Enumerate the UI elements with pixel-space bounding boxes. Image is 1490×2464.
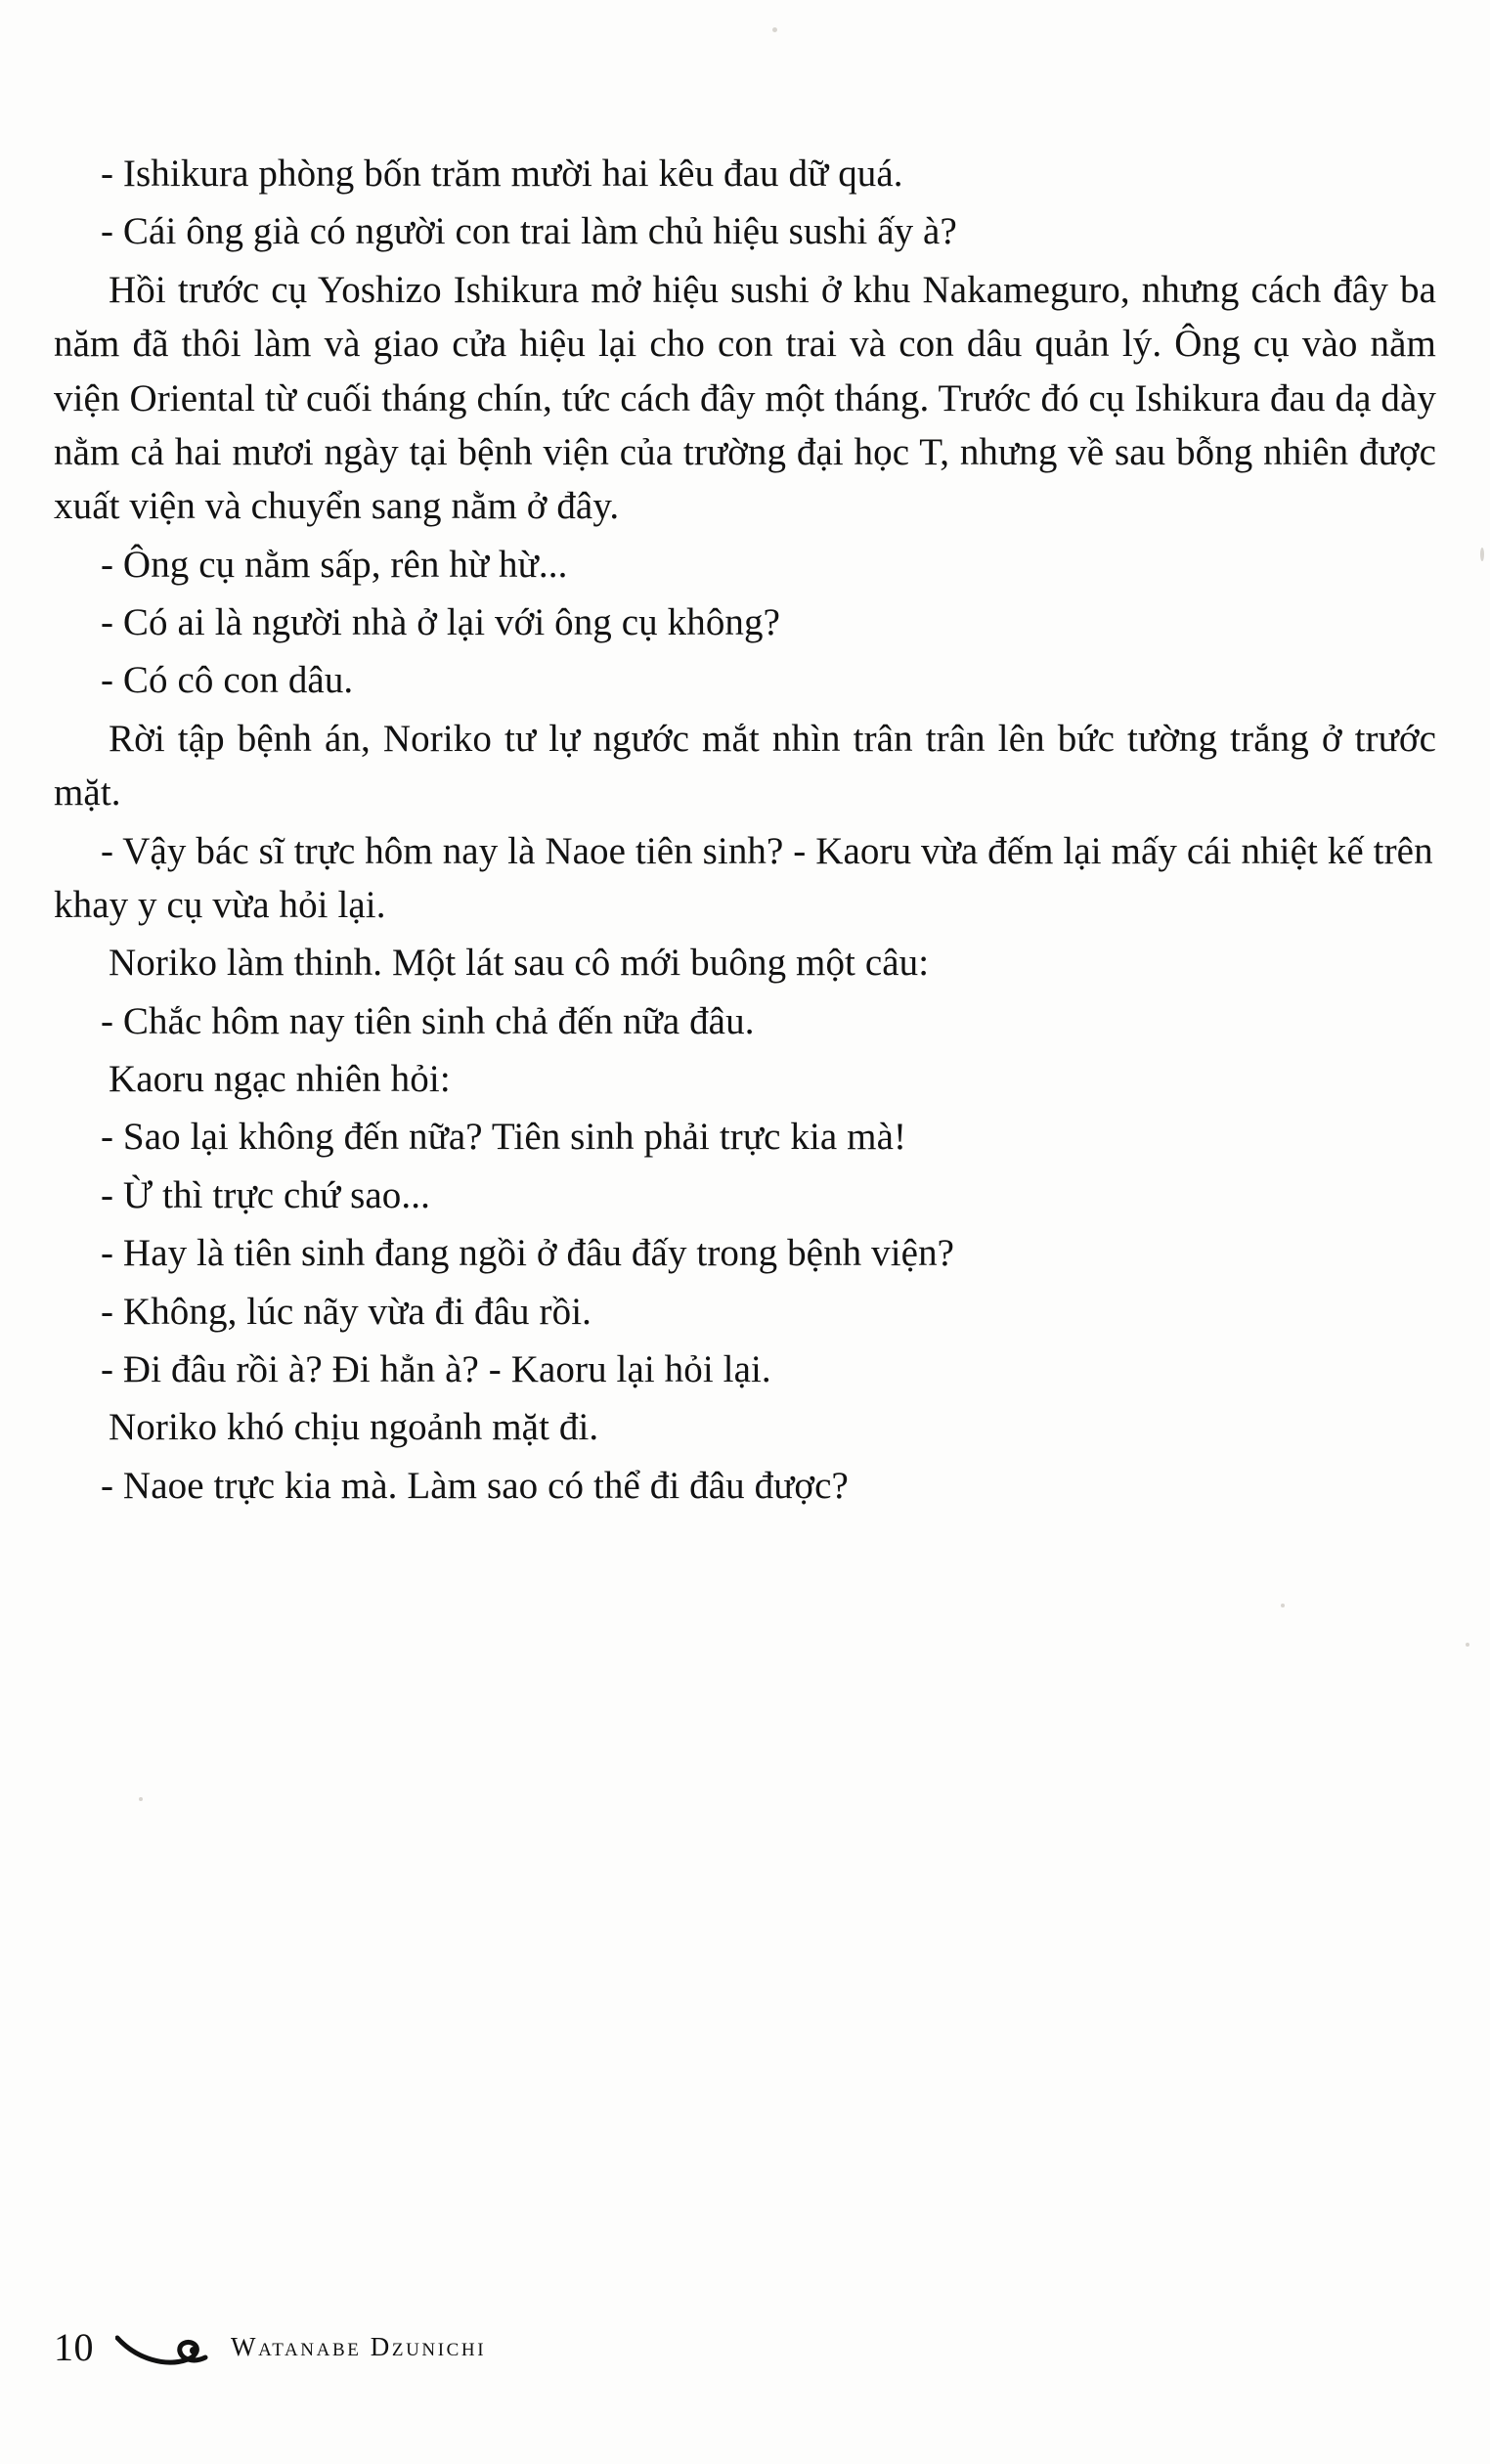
paragraph: - Naoe trực kia mà. Làm sao có thể đi đâu được? (101, 1464, 849, 1507)
swash-ornament-icon (115, 2330, 209, 2369)
running-head-author: Watanabe Dzunichi (231, 2332, 487, 2361)
paragraph: - Có cô con dâu. (101, 659, 354, 702)
scan-speckle (1480, 548, 1484, 561)
paragraph: - Sao lại không đến nữa? Tiên sinh phải trực kia mà! (101, 1116, 907, 1159)
paragraph: - Không, lúc nãy vừa đi đâu rồi. (101, 1290, 592, 1333)
paragraph: Kaoru ngạc nhiên hỏi: (109, 1058, 451, 1100)
paragraph: - Vậy bác sĩ trực hôm nay là Naoe tiên sinh? - Kaoru vừa đếm lại mấy cái nhiệt kế trên khay y cụ vừa hỏi lại. (54, 829, 1433, 926)
page-footer (54, 2324, 1436, 2370)
paragraph: Noriko khó chịu ngoảnh mặt đi. (109, 1406, 599, 1449)
paragraph: - Có ai là người nhà ở lại với ông cụ không? (101, 601, 781, 643)
paragraph: - Ừ thì trực chứ sao... (101, 1173, 430, 1216)
paragraph: - Ông cụ nằm sấp, rên hừ hừ... (101, 543, 568, 586)
scan-speckle (1466, 1643, 1469, 1647)
scan-speckle (1281, 1604, 1285, 1607)
page-number: 10 (54, 2325, 94, 2369)
scan-speckle (139, 1797, 143, 1801)
body-text (54, 147, 1436, 1517)
paragraph: Hồi trước cụ Yoshizo Ishikura mở hiệu sushi ở khu Nakameguro, nhưng cách đây ba năm đã thôi làm và giao cửa hiệu lại cho con trai và con dâu quản lý. Ông cụ vào nằm viện Oriental từ cuối tháng chín, tức cách đây một tháng. Trước đó cụ Ishikura đau dạ dày nằm cả hai mươi ngày tại bệnh viện của trường đại học T, nhưng về sau bỗng nhiên được xuất viện và chuyển sang nằm ở đây. (54, 268, 1436, 528)
paragraph: - Chắc hôm nay tiên sinh chả đến nữa đâu. (101, 999, 755, 1042)
scan-speckle (772, 27, 777, 32)
paragraph: Noriko làm thinh. Một lát sau cô mới buông một câu: (109, 942, 930, 985)
paragraph: - Hay là tiên sinh đang ngồi ở đâu đấy trong bệnh viện? (101, 1232, 955, 1275)
paragraph: Rời tập bệnh án, Noriko tư lự ngước mắt nhìn trân trân lên bức tường trắng ở trước mặt. (54, 717, 1436, 814)
paragraph: - Ishikura phòng bốn trăm mười hai kêu đau dữ quá. (101, 153, 903, 195)
paragraph: - Đi đâu rồi à? Đi hẳn à? - Kaoru lại hỏi lại. (101, 1347, 771, 1390)
paragraph: - Cái ông già có người con trai làm chủ hiệu sushi ấy à? (101, 210, 957, 253)
